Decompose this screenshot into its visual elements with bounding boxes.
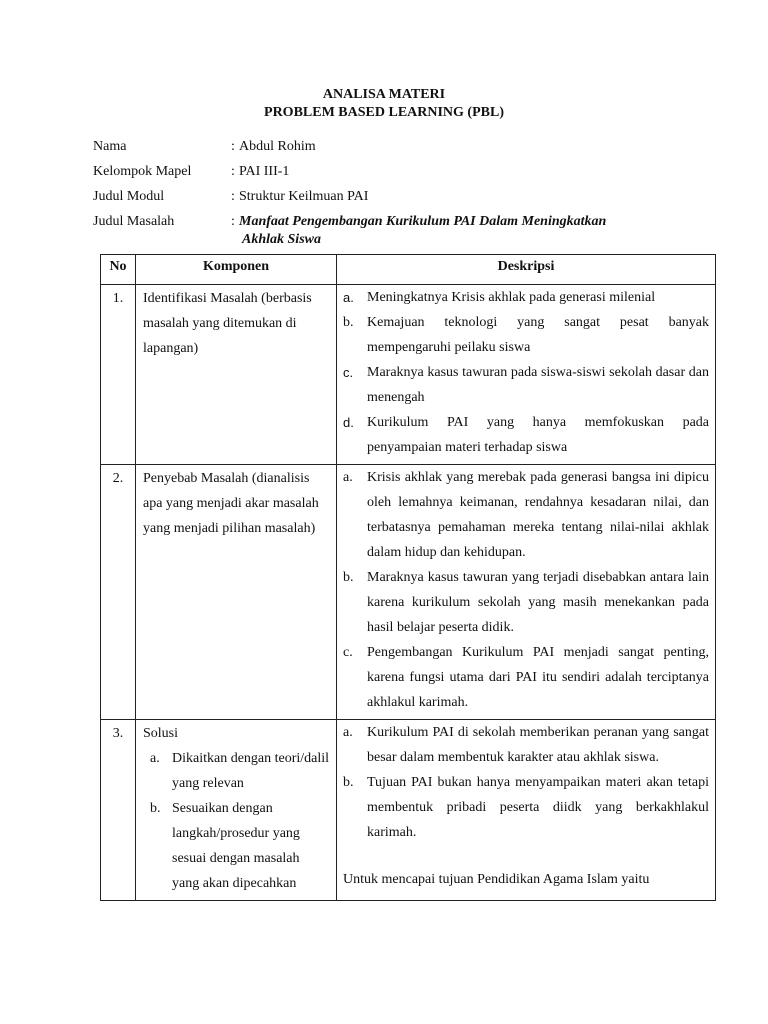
list-item [343,720,709,770]
list-item [343,410,709,460]
list-text: Maraknya kasus tawuran yang terjadi disebabkan antara lain karena kurikulum sekolah yang masih menekankan pada hasil belajar peserta didik. [367,570,709,635]
list-item [150,746,330,796]
list-marker: b. [343,570,354,585]
list-text: Sesuaikan dengan langkah/prosedur yang sesuai dengan masalah yang akan dipecahkan [172,801,300,891]
list-item [343,770,709,845]
meta-value: PAI III-1 [239,164,290,179]
list-marker: a. [343,470,353,485]
list-text: Maraknya kasus tawuran pada siswa-siswi sekolah dasar dan menengah [367,365,709,405]
row-deskripsi [337,720,716,901]
list-text: Dikaitkan dengan teori/dalil yang relevan [172,751,330,791]
list-marker: a. [343,290,354,305]
table-header-row [101,255,716,285]
table-row [101,720,716,901]
list-text: Kurikulum PAI di sekolah memberikan peranan yang sangat besar dalam membentuk karakter atau akhlak siswa. [367,725,709,765]
meta-label: Judul Modul [93,189,165,204]
table-row [101,465,716,720]
list-item [150,796,330,896]
document-subtitle: PROBLEM BASED LEARNING (PBL) [264,105,504,120]
header-deskripsi: Deskripsi [337,255,716,285]
header-komponen: Komponen [136,255,337,285]
meta-value [239,213,606,249]
meta-separator: : [231,139,235,154]
list-marker: b. [150,801,161,816]
meta-row-nama [93,138,713,163]
meta-label: Nama [93,139,127,154]
meta-separator: : [231,214,235,229]
meta-separator: : [231,189,235,204]
list-item [343,565,709,640]
analysis-table [100,254,716,901]
deskripsi-paragraph: Untuk mencapai tujuan Pendidikan Agama Islam yaitu [343,872,650,887]
document-header [0,86,768,122]
row-deskripsi [337,285,716,465]
list-marker: c. [343,645,353,660]
list-text: Krisis akhlak yang merebak pada generasi bangsa ini dipicu oleh lemahnya keimanan, rendahnya kesadaran nilai, dan terbatasnya pemahaman mereka tentang nilai-nilai akhlak dalam hidup dan kehidupan. [367,470,709,560]
list-text: Kemajuan teknologi yang sangat pesat banyak mempengaruhi peilaku siswa [367,315,709,355]
row-komponen: Identifikasi Masalah (berbasis masalah yang ditemukan di lapangan) [136,285,337,465]
table-row [101,285,716,465]
document-title: ANALISA MATERI [322,87,446,102]
komponen-title: Solusi [143,726,179,741]
row-deskripsi [337,465,716,720]
meta-value: Struktur Keilmuan PAI [239,189,369,204]
list-item [343,310,709,360]
list-marker: d. [343,415,354,430]
row-komponen: Penyebab Masalah (dianalisis apa yang menjadi akar masalah yang menjadi pilihan masalah) [136,465,337,720]
list-marker: a. [343,725,353,740]
meta-info [93,138,713,247]
list-item [343,360,709,410]
row-number: 3. [101,720,136,901]
masalah-line-1: Manfaat Pengembangan Kurikulum PAI Dalam Meningkatkan [239,214,607,229]
row-komponen [136,720,337,901]
meta-separator: : [231,164,235,179]
list-marker: b. [343,775,354,790]
list-item [343,285,709,310]
header-no: No [101,255,136,285]
masalah-line-2: Akhlak Siswa [242,232,321,247]
list-text: Pengembangan Kurikulum PAI menjadi sangat penting, karena fungsi utama dari PAI itu sendiri adalah terciptanya akhlakul karimah. [367,645,709,710]
list-text: Meningkatnya Krisis akhlak pada generasi milenial [367,290,656,305]
meta-row-masalah [93,213,713,247]
list-item [343,465,709,565]
list-marker: a. [150,751,160,766]
list-marker: b. [343,315,354,330]
row-number: 2. [101,465,136,720]
list-text: Tujuan PAI bukan hanya menyampaikan materi akan tetapi membentuk pribadi peserta diidk yang berkakhlakul karimah. [367,775,709,840]
row-number: 1. [101,285,136,465]
meta-label: Judul Masalah [93,214,175,229]
meta-label: Kelompok Mapel [93,164,192,179]
meta-row-kelompok [93,163,713,188]
list-marker: c. [343,365,354,380]
list-text: Kurikulum PAI yang hanya memfokuskan pada penyampaian materi terhadap siswa [367,415,709,455]
meta-row-modul [93,188,713,213]
list-item [343,640,709,715]
meta-value: Abdul Rohim [239,139,316,154]
